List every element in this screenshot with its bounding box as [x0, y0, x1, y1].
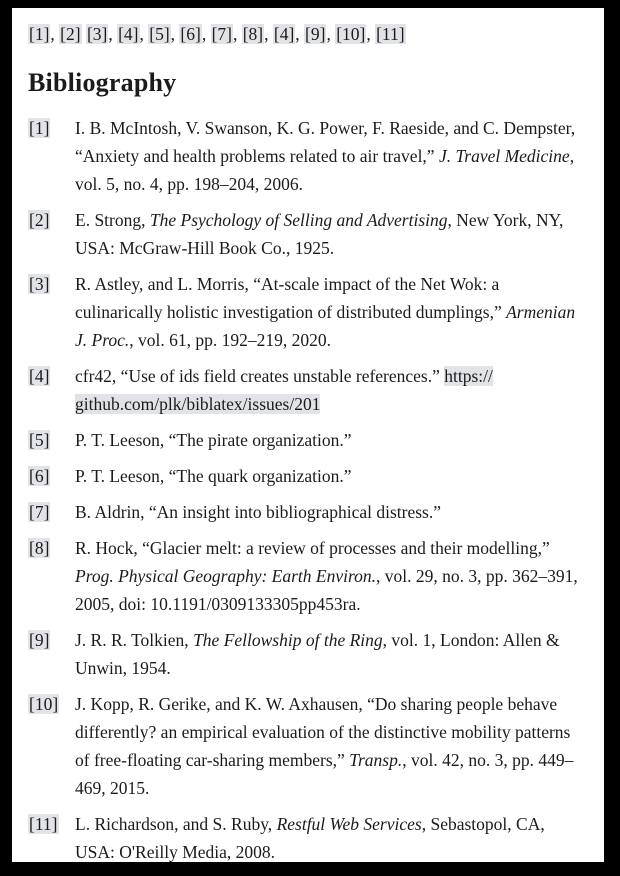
- bibliography-entry: [28, 270, 588, 354]
- citation-line: [28, 22, 588, 46]
- bibliography-list: [28, 114, 588, 862]
- entry-label-cell: [28, 626, 75, 682]
- entry-text: [75, 534, 588, 618]
- entry-text-segment: Armenian J. Proc.: [75, 302, 576, 350]
- entry-label-link[interactable]: [11]: [29, 814, 58, 834]
- entry-text: [75, 498, 588, 526]
- entry-label-cell: [28, 270, 75, 354]
- entry-label-link[interactable]: [10]: [29, 694, 59, 714]
- citation-separator: ,: [295, 24, 305, 44]
- citation-separator: ,: [232, 24, 242, 44]
- entry-label-link[interactable]: [4]: [29, 366, 50, 386]
- entry-text: [75, 690, 588, 802]
- entry-label-link[interactable]: [9]: [29, 630, 50, 650]
- bibliography-entry: [28, 690, 588, 802]
- citation-separator: ,: [366, 24, 376, 44]
- entry-text: [75, 426, 588, 454]
- citation-ref-link[interactable]: [1]: [29, 24, 50, 44]
- entry-label-link[interactable]: [5]: [29, 430, 50, 450]
- bibliography-entry: [28, 362, 588, 418]
- entry-url-link[interactable]: github.com/plk/biblatex/issues/201: [75, 394, 321, 414]
- entry-text-segment: P. T. Leeson, “The quark organization.”: [75, 466, 352, 486]
- entry-text: [75, 270, 588, 354]
- citation-separator: ,: [264, 24, 273, 44]
- entry-text-segment: , New York, NY, USA: McGraw-Hill Book Co., 1925.: [75, 210, 564, 258]
- entry-label-link[interactable]: [7]: [29, 502, 50, 522]
- citation-separator: ,: [201, 24, 211, 44]
- bibliography-entry: [28, 498, 588, 526]
- entry-text: [75, 206, 588, 262]
- entry-text-segment: Restful Web Services: [276, 814, 422, 834]
- entry-text-segment: cfr42, “Use of ids field creates unstable references.”: [75, 366, 445, 386]
- entry-text-segment: J. Travel Medicine: [438, 146, 570, 166]
- bibliography-entry: [28, 206, 588, 262]
- entry-text-segment: R. Hock, “Glacier melt: a review of processes and their modelling,”: [75, 538, 550, 558]
- entry-text-segment: The Psychology of Selling and Advertising: [149, 210, 448, 230]
- bibliography-entry: [28, 426, 588, 454]
- entry-label-cell: [28, 534, 75, 618]
- entry-label-cell: [28, 114, 75, 198]
- citation-ref-link[interactable]: [10]: [336, 24, 366, 44]
- citation-ref-link[interactable]: [7]: [211, 24, 232, 44]
- entry-label-link[interactable]: [3]: [29, 274, 50, 294]
- citation-ref-link[interactable]: [9]: [305, 24, 326, 44]
- entry-label-cell: [28, 362, 75, 418]
- entry-label-link[interactable]: [6]: [29, 466, 50, 486]
- citation-ref-link[interactable]: [6]: [180, 24, 201, 44]
- citation-ref-link[interactable]: [2]: [60, 24, 81, 44]
- entry-label-link[interactable]: [1]: [29, 118, 50, 138]
- entry-text-segment: J. Kopp, R. Gerike, and K. W. Axhausen, “Do sharing people behave differently? an empirical evaluation of the distinctive mobility patterns of free-floating car-sharing members,”: [75, 694, 571, 770]
- bibliography-entry: [28, 810, 588, 862]
- entry-text-segment: L. Richardson, and S. Ruby,: [75, 814, 277, 834]
- entry-text: [75, 810, 588, 862]
- citation-ref-link[interactable]: [11]: [376, 24, 405, 44]
- entry-text-segment: Transp.: [349, 750, 403, 770]
- citation-separator: ,: [326, 24, 336, 44]
- entry-text-segment: R. Astley, and L. Morris, “At-scale impact of the Net Wok: a culinarically holistic investigation of distributed dumplings,”: [75, 274, 507, 322]
- entry-text-segment: J. R. R. Tolkien,: [75, 630, 194, 650]
- entry-label-cell: [28, 462, 75, 490]
- citation-ref-link[interactable]: [8]: [242, 24, 264, 44]
- entry-label-cell: [28, 498, 75, 526]
- entry-label-cell: [28, 206, 75, 262]
- bibliography-entry: [28, 114, 588, 198]
- entry-text-segment: , Sebastopol, CA, USA: O'Reilly Media, 2008.: [75, 814, 545, 862]
- entry-text-segment: B. Aldrin, “An insight into bibliographical distress.”: [75, 502, 442, 522]
- entry-label-cell: [28, 426, 75, 454]
- citation-separator: ,: [170, 24, 180, 44]
- entry-text: [75, 626, 588, 682]
- entry-label-link[interactable]: [8]: [29, 538, 50, 558]
- entry-text-segment: , vol. 5, no. 4, pp. 198–204, 2006.: [75, 146, 575, 194]
- entry-label-cell: [28, 810, 75, 862]
- entry-text: [75, 362, 588, 418]
- bibliography-entry: [28, 626, 588, 682]
- entry-url-link[interactable]: https://: [444, 366, 493, 386]
- bibliography-entry: [28, 462, 588, 490]
- citation-ref-link[interactable]: [3]: [86, 24, 108, 44]
- citation-ref-link[interactable]: [5]: [149, 24, 170, 44]
- entry-label-cell: [28, 690, 75, 802]
- entry-text-segment: , vol. 29, no. 3, pp. 362–391, 2005, doi: 10.1191/0309133305pp453ra.: [75, 566, 578, 614]
- citation-ref-link[interactable]: [4]: [118, 24, 139, 44]
- entry-text-segment: , vol. 42, no. 3, pp. 449–469, 2015.: [75, 750, 574, 798]
- entry-text-segment: , vol. 1, London: Allen & Unwin, 1954.: [75, 630, 560, 678]
- bibliography-entry: [28, 534, 588, 618]
- entry-text: [75, 462, 588, 490]
- bibliography-heading: Bibliography: [28, 68, 177, 97]
- entry-text-segment: Prog. Physical Geography: Earth Environ.: [75, 566, 377, 586]
- citation-separator: ,: [139, 24, 149, 44]
- entry-text: [75, 114, 588, 198]
- document-page: [12, 8, 604, 862]
- citation-separator: ,: [108, 24, 118, 44]
- citation-separator: ,: [50, 24, 60, 44]
- entry-text-segment: , vol. 61, pp. 192–219, 2020.: [129, 330, 332, 350]
- citation-ref-link[interactable]: [4]: [273, 24, 295, 44]
- entry-label-link[interactable]: [2]: [29, 210, 50, 230]
- entry-text-segment: E. Strong,: [75, 210, 150, 230]
- entry-text-segment: P. T. Leeson, “The pirate organization.”: [75, 430, 352, 450]
- entry-text-segment: The Fellowship of the Ring: [193, 630, 383, 650]
- entry-text-segment: I. B. McIntosh, V. Swanson, K. G. Power, F. Raeside, and C. Dempster, “Anxiety and health problems related to air travel,”: [75, 118, 576, 166]
